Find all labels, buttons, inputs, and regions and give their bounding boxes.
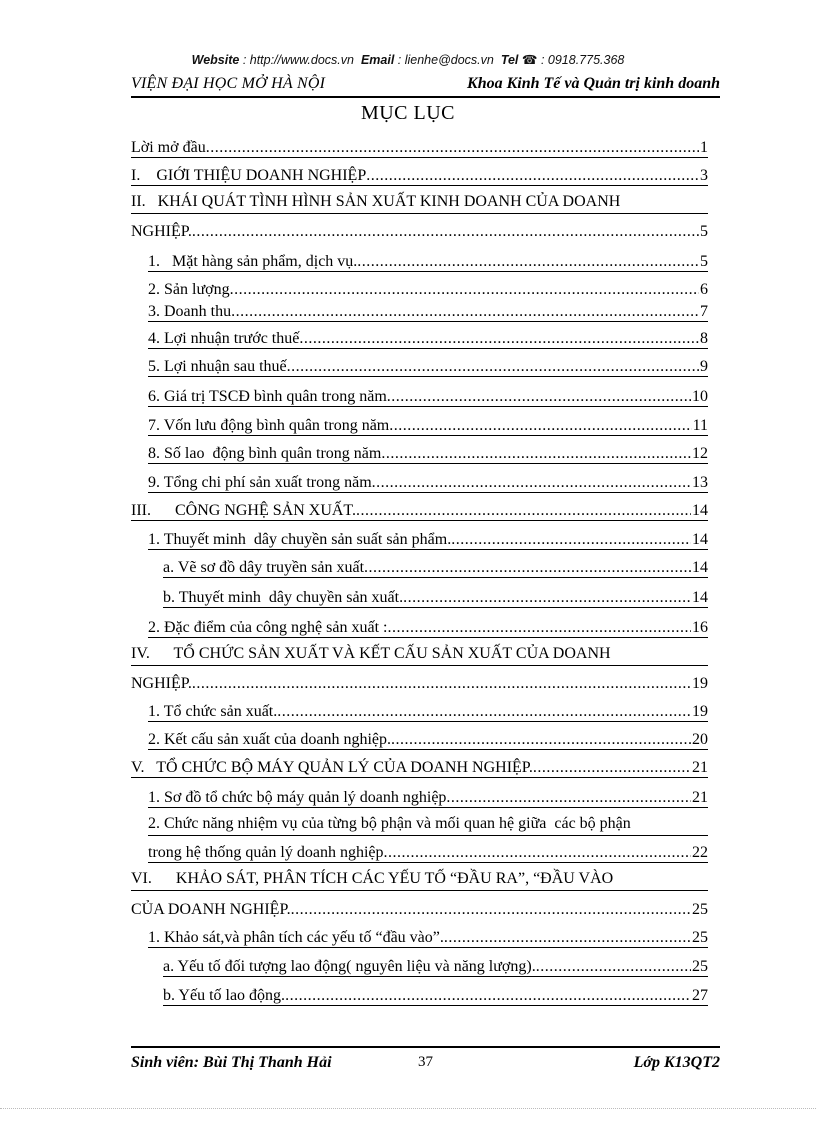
leader-dots [277,703,691,721]
toc-entry[interactable] [131,500,708,521]
leader-dots [403,589,691,607]
toc-entry-page: 13 [692,474,708,491]
email-label: Email [360,53,395,67]
leader-dots [291,901,691,919]
toc-entry-title: NGHIỆP. [131,223,192,240]
toc-entry-title: 2. Sản lượng [148,281,230,298]
toc-entry-title: Lời mở đầu [131,139,206,156]
toc-entry-title: 2. Kết cấu sản xuất của doanh nghiệp. [148,731,392,748]
toc-entry-page: 25 [692,929,708,946]
toc-entry-page: 21 [692,789,708,806]
toc-entry[interactable] [148,328,708,349]
toc-entry-title: NGHIỆP. [131,675,192,692]
toc-entry-title: a. Vẽ sơ đồ dây truyền sản xuất [163,559,365,576]
toc-entry-title: trong hệ thống quản lý doanh nghiệp [148,844,384,861]
leader-dots [533,759,691,777]
toc-entry[interactable] [148,729,708,750]
toc-entry[interactable] [163,985,708,1006]
faculty-name: Khoa Kinh Tế và Quản trị kinh doanh [467,75,720,92]
toc-entry-title: V. TỔ CHỨC BỘ MÁY QUẢN LÝ CỦA DOANH NGHIỆP. [131,759,533,776]
toc-entry-page: 11 [692,417,708,434]
toc-entry[interactable] [148,787,708,808]
toc-entry-title: 1. Thuyết minh dây chuyền sản suất sản phẩm. [148,531,452,548]
leader-dots [536,958,691,976]
tel-value: ☎ : 0918.775.368 [521,53,625,67]
toc-entry-page: 5 [700,223,708,240]
toc-entry-page: 25 [692,901,708,918]
toc-entry[interactable] [163,956,708,977]
toc-entry-title: 6. Giá trị TSCĐ bình quân trong năm [148,388,387,405]
toc-entry-title: 1. Khảo sát,và phân tích các yếu tố “đầu vào”. [148,929,444,946]
leader-dots [391,731,691,749]
page-footer [131,1046,720,1074]
toc-entry-line[interactable]: VI. KHẢO SÁT, PHÂN TÍCH CÁC YẾU TỐ “ĐẦU RA”, “ĐẦU VÀO [131,870,708,891]
leader-dots [451,531,691,549]
toc-entry-title: 2. Đặc điểm của công nghệ sản xuất : [148,619,388,636]
toc-entry-page: 7 [700,303,708,320]
toc-entry-page: 8 [700,330,708,347]
toc-entry-title: 4. Lợi nhuận trước thuế [148,330,300,347]
toc-entry[interactable] [148,443,708,464]
toc-entry-title: 5. Lợi nhuận sau thuế [148,358,287,375]
toc-entry-line[interactable]: 2. Chức năng nhiệm vụ của từng bộ phận và mối quan hệ giữa các bộ phận [148,815,708,836]
class-name: Lớp K13QT2 [633,1054,720,1071]
toc-entry-page: 21 [692,759,708,776]
toc-entry[interactable] [148,617,708,638]
toc-entry-title: 1. Tổ chức sản xuất. [148,703,278,720]
page-title: MỤC LỤC [360,102,456,124]
toc-entry[interactable] [131,221,708,241]
toc-entry-page: 20 [692,731,708,748]
toc-entry-page: 3 [700,167,708,184]
leader-dots [381,445,691,463]
toc-entry[interactable] [148,472,708,493]
toc-entry-title: b. Thuyết minh dây chuyền sản xuất. [163,589,404,606]
toc-entry-page: 1 [700,139,708,156]
toc-entry-page: 9 [700,358,708,375]
website-label: Website [191,53,240,67]
toc-entry-page: 14 [692,502,708,519]
toc-entry-title: 1. Sơ đồ tổ chức bộ máy quản lý doanh nghiệp [148,789,447,806]
toc-entry-line[interactable]: IV. TỔ CHỨC SẢN XUẤT VÀ KẾT CẤU SẢN XUẤT CỦA DOANH [131,645,708,666]
toc-entry-page: 22 [692,844,708,861]
email-value[interactable]: : lienhe@docs.vn [397,53,494,67]
toc-entry[interactable] [131,757,708,778]
toc-entry-page: 25 [692,958,708,975]
leader-dots [299,330,699,348]
toc-entry-page: 5 [700,253,708,270]
toc-entry-title: a. Yếu tố đối tượng lao động( nguyên liệu và năng lượng). [163,958,536,975]
leader-dots [444,929,691,947]
leader-dots [366,167,699,185]
toc-entry[interactable] [148,301,708,322]
toc-entry[interactable] [148,415,708,436]
leader-dots [285,987,691,1005]
toc-entry-title: 8. Số lao động bình quân trong năm [148,445,382,462]
website-value[interactable]: : http://www.docs.vn [242,53,354,67]
toc-entry-title: 1. Mặt hàng sản phẩm, dịch vụ. [148,253,358,270]
toc-entry-title: 7. Vốn lưu động bình quân trong năm [148,417,390,434]
toc-entry[interactable] [131,673,708,693]
leader-dots [287,358,699,376]
toc-entry[interactable] [131,137,708,158]
toc-entry-title: b. Yếu tố lao động. [163,987,286,1004]
toc-entry-page: 12 [692,445,708,462]
toc-entry-page: 19 [692,703,708,720]
toc-entry-title: CỦA DOANH NGHIỆP. [131,901,291,918]
toc-entry-page: 16 [692,619,708,636]
toc-entry-page: 14 [692,589,708,606]
toc-entry[interactable] [131,165,708,186]
toc-entry[interactable] [148,927,708,948]
toc-entry[interactable] [148,356,708,377]
toc-entry[interactable] [163,557,708,578]
leader-dots [230,281,699,299]
leader-dots [206,139,699,157]
toc-entry-title: 3. Doanh thu [148,303,232,320]
toc-entry[interactable] [163,587,708,608]
toc-entry-title: I. GIỚI THIỆU DOANH NGHIỆP [131,167,367,184]
institute-name: VIỆN ĐẠI HỌC MỞ HÀ NỘI [131,75,326,92]
leader-dots [364,559,691,577]
leader-dots [387,619,691,637]
leader-dots [389,417,691,435]
toc-entry[interactable] [148,701,708,722]
leader-dots [231,303,699,321]
toc-entry-page: 14 [692,559,708,576]
toc-entry-page: 10 [692,388,708,405]
page-number: 37 [418,1054,433,1070]
page-header [131,72,720,98]
page-edge-divider [0,1108,816,1109]
site-banner [0,52,816,67]
leader-dots [446,789,691,807]
leader-dots [372,474,691,492]
toc-entry[interactable] [148,842,708,863]
toc-entry-page: 14 [692,531,708,548]
toc-entry-page: 6 [700,281,708,298]
tel-label: Tel [500,53,519,67]
leader-dots [192,223,699,241]
toc-entry[interactable] [148,279,708,299]
toc-entry-title: 9. Tổng chi phí sản xuất trong năm [148,474,372,491]
leader-dots [384,844,691,862]
toc-entry[interactable] [148,251,708,272]
leader-dots [357,253,699,271]
leader-dots [192,675,691,693]
leader-dots [387,388,691,406]
toc-entry-line[interactable]: II. KHÁI QUÁT TÌNH HÌNH SẢN XUẤT KINH DOANH CỦA DOANH [131,193,708,214]
toc-entry[interactable] [131,899,708,919]
toc-entry[interactable] [148,529,708,550]
leader-dots [356,502,691,520]
toc-entry-page: 27 [692,987,708,1004]
toc-entry[interactable] [148,386,708,407]
student-name: Sinh viên: Bùi Thị Thanh Hải [131,1054,332,1071]
toc-entry-title: III. CÔNG NGHỆ SẢN XUẤT. [131,502,357,519]
toc-entry-page: 19 [692,675,708,692]
